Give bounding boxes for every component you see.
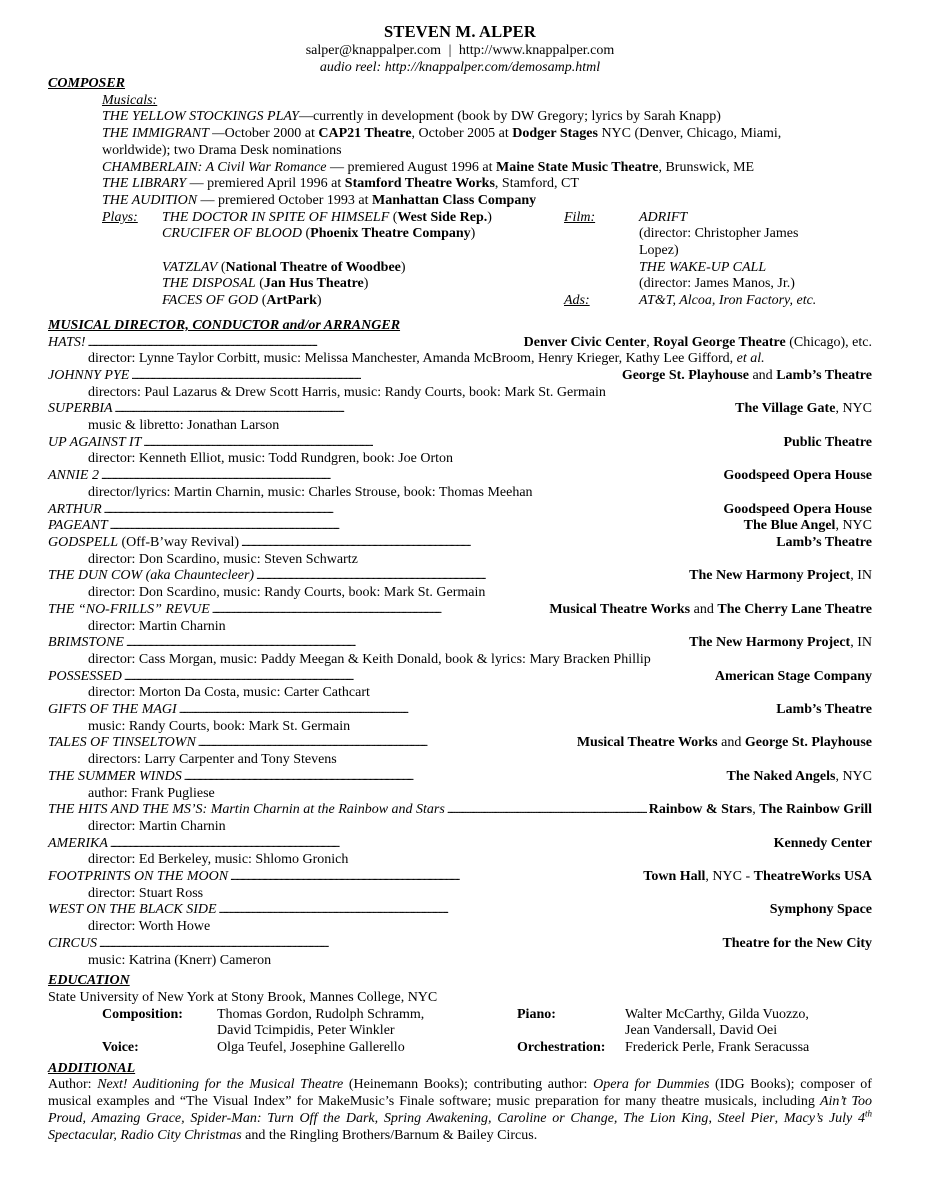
- md-entry-venue: Town Hall, NYC - TheatreWorks USA: [643, 869, 872, 885]
- md-entry-title: TALES OF TINSELTOWN: [48, 735, 196, 751]
- dot-leader: [447, 802, 647, 819]
- md-entry-venue: Musical Theatre Works and George St. Playhouse: [576, 735, 872, 751]
- md-entry: [48, 502, 872, 519]
- md-entry-venue: Goodspeed Opera House: [723, 468, 872, 484]
- md-entry-title: POSSESSED: [48, 668, 122, 684]
- resume-name: STEVEN M. ALPER: [384, 22, 536, 41]
- dot-leader: [143, 435, 781, 452]
- play-item: VATZLAV (National Theatre of Woodbee): [162, 259, 406, 275]
- md-entry-venue: Musical Theatre Works and The Cherry Lane Theatre: [549, 601, 872, 617]
- ads-list: AT&T, Alcoa, Iron Factory, etc.: [639, 293, 817, 309]
- film-item: ADRIFT: [639, 209, 688, 225]
- md-entry-title: GIFTS OF THE MAGI: [48, 702, 177, 718]
- md-entry-credit: director: Lynne Taylor Corbitt, music: Melissa Manchester, Amanda McBroom, Henry Krieger, Kathy Lee Gifford, et al.: [88, 351, 765, 367]
- md-entry-title: UP AGAINST IT: [48, 434, 142, 450]
- md-entry: [48, 936, 872, 953]
- composition-teachers: Thomas Gordon, Rudolph Schramm, David Tcimpidis, Peter Winkler: [217, 1006, 425, 1039]
- musical-item: THE IMMIGRANT —October 2000 at CAP21 Theatre, October 2005 at Dodger Stages NYC (Denver, Chicago, Miami, worldwide); two Drama Desk nominations: [102, 126, 782, 158]
- dot-leader: [99, 936, 720, 953]
- md-entry-venue: Lamb’s Theatre: [776, 702, 872, 718]
- dot-leader: [212, 602, 548, 619]
- md-entry-venue: The Blue Angel, NYC: [743, 518, 872, 534]
- md-entry-venue: Rainbow & Stars, The Rainbow Grill: [648, 802, 872, 818]
- dot-leader: [230, 869, 641, 886]
- md-entry-title: BRIMSTONE: [48, 635, 124, 651]
- md-entry-venue: The New Harmony Project, IN: [689, 635, 872, 651]
- dot-leader: [198, 735, 575, 752]
- md-entry-credit: director: Martin Charnin: [88, 818, 226, 834]
- education-grid: [48, 1007, 872, 1057]
- composition-label: Composition:: [102, 1006, 183, 1022]
- md-entry: [48, 635, 872, 652]
- md-entry-credit: music & libretto: Jonathan Larson: [88, 418, 280, 434]
- dot-leader: [241, 535, 774, 552]
- md-entry-title: HATS!: [48, 334, 86, 350]
- md-entry: [48, 518, 872, 535]
- md-entry-title: GODSPELL (Off-B’way Revival): [48, 534, 240, 550]
- ads-label: Ads:: [564, 293, 590, 309]
- composer-heading: COMPOSER: [48, 76, 126, 91]
- play-item: CRUCIFER OF BLOOD (Phoenix Theatre Company): [162, 226, 476, 242]
- play-item: THE DOCTOR IN SPITE OF HIMSELF (West Side Rep.): [162, 209, 492, 225]
- md-entry-title: FOOTPRINTS ON THE MOON: [48, 869, 229, 885]
- dot-leader: [124, 669, 713, 686]
- md-entry-credit: director: Stuart Ross: [88, 885, 204, 901]
- md-entry-title: CIRCUS: [48, 935, 97, 951]
- voice-teachers: Olga Teufel, Josephine Gallerello: [217, 1040, 405, 1056]
- film-item: THE WAKE-UP CALL: [639, 259, 767, 275]
- md-entry-credit: music: Randy Courts, book: Mark St. Germain: [88, 718, 351, 734]
- md-entry-title: THE “NO-FRILLS” REVUE: [48, 601, 210, 617]
- md-entry-credit: directors: Larry Carpenter and Tony Stevens: [88, 752, 337, 768]
- md-entry-title: THE DUN COW (aka Chauntecleer): [48, 568, 255, 584]
- dot-leader: [110, 518, 742, 535]
- dot-leader: [219, 902, 768, 919]
- orchestration-label: Orchestration:: [517, 1040, 606, 1056]
- md-entry: [48, 669, 872, 686]
- additional-paragraph: Author: Next! Auditioning for the Musical Theatre (Heinemann Books); contributing author: Opera for Dummies (IDG Books); composer of musical examples and “The Visual Index” for MakeMusic’s Finale software; music preparation for many theatre musicals, including Ain’t Too Proud, Amazing Grace, Spider-Man: Turn Off the Dark, Spring Awakening, Caroline or Change, The Lion King, Steel Pier, Macy’s July 4th Spectacular, Radio City Christmas and the Ringling Brothers/Barnum & Bailey Circus.: [48, 1077, 872, 1143]
- dot-leader: [126, 635, 687, 652]
- md-entry-credit: director: Morton Da Costa, music: Carter Cathcart: [88, 685, 370, 701]
- md-entry-credit: director: Don Scardino, music: Steven Schwartz: [88, 551, 358, 567]
- musical-item: THE AUDITION — premiered October 1993 at Manhattan Class Company: [102, 192, 537, 208]
- md-entry-credit: director: Martin Charnin: [88, 618, 226, 634]
- play-item: FACES OF GOD (ArtPark): [162, 293, 322, 309]
- md-entry: [48, 836, 872, 853]
- film-label: Film:: [564, 209, 596, 225]
- resume-page: [48, 22, 872, 1144]
- piano-label: Piano:: [517, 1006, 556, 1022]
- md-entry-title: SUPERBIA: [48, 401, 113, 417]
- md-entry: [48, 568, 872, 585]
- audio-reel-link[interactable]: audio reel: http://knappalper.com/demosamp.html: [319, 60, 601, 75]
- md-entry: [48, 735, 872, 752]
- md-entry: [48, 902, 872, 919]
- md-entry: [48, 435, 872, 452]
- md-entry-credit: directors: Paul Lazarus & Drew Scott Harris, music: Randy Courts, book: Mark St. Germain: [88, 384, 606, 400]
- education-heading: EDUCATION: [48, 973, 130, 989]
- orchestration-teachers: Frederick Perle, Frank Seracussa: [625, 1040, 810, 1056]
- play-item: THE DISPOSAL (Jan Hus Theatre): [162, 276, 369, 292]
- film-credit: (director: Christopher James: [639, 226, 799, 242]
- film-credit: Lopez): [639, 243, 679, 259]
- md-entry-venue: The New Harmony Project, IN: [689, 568, 872, 584]
- email-link[interactable]: salper@knappalper.com: [305, 43, 442, 58]
- md-entry-title: AMERIKA: [48, 835, 108, 851]
- md-entry-venue: The Village Gate, NYC: [735, 401, 872, 417]
- md-entry-credit: music: Katrina (Knerr) Cameron: [88, 952, 272, 968]
- md-entry-venue: American Stage Company: [714, 668, 872, 684]
- dot-leader: [101, 468, 721, 485]
- dot-leader: [179, 702, 774, 719]
- md-entry-title: THE HITS AND THE MS’S: Martin Charnin at the Rainbow and Stars: [48, 802, 445, 818]
- md-entry-credit: director/lyrics: Martin Charnin, music: Charles Strouse, book: Thomas Meehan: [88, 484, 533, 500]
- musicals-label: Musicals:: [102, 92, 158, 108]
- md-entry-venue: Symphony Space: [769, 902, 872, 918]
- md-heading: MUSICAL DIRECTOR, CONDUCTOR and/or ARRANGER: [48, 317, 401, 333]
- md-entry: [48, 401, 872, 418]
- md-entry: [48, 535, 872, 552]
- plays-label: Plays:: [102, 209, 138, 225]
- md-entry-venue: Kennedy Center: [773, 835, 872, 851]
- plays-film-grid: [48, 210, 872, 310]
- md-entry: [48, 368, 872, 385]
- contact-separator: |: [448, 43, 452, 58]
- dot-leader: [88, 335, 522, 352]
- md-entry-venue: Lamb’s Theatre: [776, 534, 872, 550]
- md-entry-credit: director: Kenneth Elliot, music: Todd Rundgren, book: Joe Orton: [88, 451, 454, 467]
- contact-line: [48, 42, 872, 59]
- md-entry-title: ARTHUR: [48, 501, 102, 517]
- md-entry: [48, 769, 872, 786]
- md-entry-credit: director: Ed Berkeley, music: Shlomo Gronich: [88, 852, 349, 868]
- md-entry-venue: Theatre for the New City: [722, 935, 872, 951]
- md-entry: [48, 468, 872, 485]
- website-link[interactable]: http://www.knappalper.com: [458, 43, 615, 58]
- md-entry-credit: director: Cass Morgan, music: Paddy Meegan & Keith Donald, book & lyrics: Mary Bracken Phillip: [88, 651, 651, 667]
- md-list: [48, 335, 872, 970]
- dot-leader: [115, 401, 734, 418]
- md-entry: [48, 335, 872, 352]
- education-schools: State University of New York at Stony Brook, Mannes College, NYC: [48, 989, 438, 1005]
- md-entry: [48, 869, 872, 886]
- md-entry: [48, 602, 872, 619]
- md-entry: [48, 802, 872, 819]
- md-entry-venue: George St. Playhouse and Lamb’s Theatre: [621, 367, 872, 383]
- md-entry-venue: Denver Civic Center, Royal George Theatre (Chicago), etc.: [523, 334, 872, 350]
- md-entry-title: WEST ON THE BLACK SIDE: [48, 902, 217, 918]
- dot-leader: [104, 502, 722, 519]
- md-entry-title: JOHNNY PYE: [48, 367, 130, 383]
- md-entry-credit: author: Frank Pugliese: [88, 785, 215, 801]
- dot-leader: [110, 836, 772, 853]
- md-entry: [48, 702, 872, 719]
- musical-item: THE LIBRARY — premiered April 1996 at Stamford Theatre Works, Stamford, CT: [102, 176, 579, 192]
- md-entry-credit: director: Don Scardino, music: Randy Courts, book: Mark St. Germain: [88, 585, 486, 601]
- dot-leader: [256, 568, 687, 585]
- md-entry-credit: director: Worth Howe: [88, 919, 211, 935]
- md-entry-venue: Goodspeed Opera House: [723, 501, 872, 517]
- piano-teachers: Walter McCarthy, Gilda Vuozzo, Jean Vandersall, David Oei: [625, 1006, 809, 1039]
- musical-item: THE YELLOW STOCKINGS PLAY—currently in development (book by DW Gregory; lyrics by Sarah Knapp): [102, 109, 721, 125]
- md-entry-venue: Public Theatre: [783, 434, 872, 450]
- voice-label: Voice:: [102, 1040, 139, 1056]
- md-entry-venue: The Naked Angels, NYC: [726, 768, 872, 784]
- additional-heading: ADDITIONAL: [48, 1060, 136, 1076]
- dot-leader: [184, 769, 725, 786]
- md-entry-title: ANNIE 2: [48, 468, 99, 484]
- md-entry-title: PAGEANT: [48, 518, 108, 534]
- musical-item: CHAMBERLAIN: A Civil War Romance — premiered August 1996 at Maine State Music Theatre, Brunswick, ME: [102, 159, 755, 175]
- md-entry-title: THE SUMMER WINDS: [48, 768, 182, 784]
- dot-leader: [131, 368, 620, 385]
- film-credit: (director: James Manos, Jr.): [639, 276, 795, 292]
